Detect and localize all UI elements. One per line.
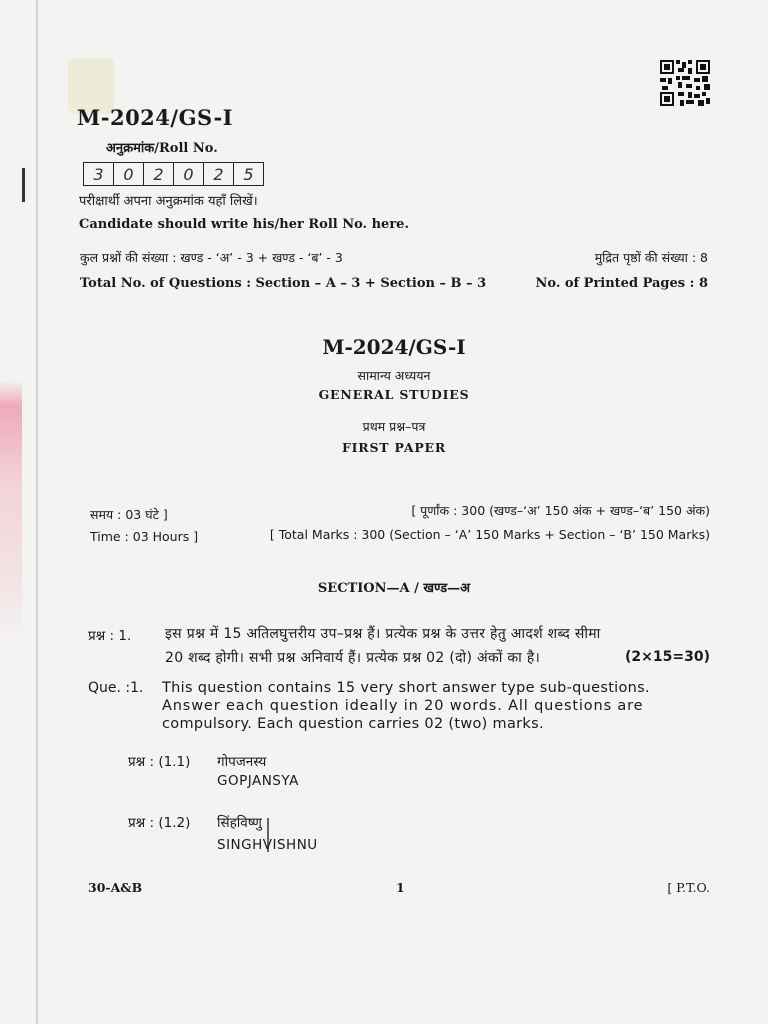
time-hindi: समय : 03 घंटे ] [90, 507, 168, 522]
scan-edge-line [36, 0, 38, 1024]
roll-digit: 5 [243, 164, 254, 184]
time-english: Time : 03 Hours ] [90, 529, 199, 544]
roll-number-box [83, 162, 264, 186]
question-text-hindi: 20 शब्द होगी। सभी प्रश्न अनिवार्य हैं। प्रत्येक प्रश्न 02 (दो) अंकों का है। [165, 650, 541, 666]
sub-question-label: प्रश्न : (1.1) [128, 754, 191, 770]
section-heading: SECTION—A / खण्ड—अ [317, 581, 471, 596]
qr-code-icon [660, 60, 710, 106]
paper-name-english: FIRST PAPER [341, 440, 447, 455]
question-count-hindi: कुल प्रश्नों की संख्या : खण्ड - ‘अ’ - 3 + खण्ड - ‘ब’ - 3 [80, 250, 343, 265]
footer-code: 30-A&B [88, 880, 143, 895]
paper-code-title: M-2024/GS-I [322, 335, 466, 359]
page-number: 1 [396, 880, 405, 895]
paper-code-header: M-2024/GS-I [77, 105, 233, 130]
pto-note: [ P.T.O. [667, 880, 710, 895]
subject-english: GENERAL STUDIES [318, 387, 470, 402]
sub-question-hindi: सिंहविष्णु [217, 815, 262, 831]
roll-digit: 2 [144, 163, 174, 185]
sub-question-english: SINGHVISHNU [217, 837, 318, 853]
sub-question-hindi: गोपजनस्य [217, 754, 267, 770]
page-count-hindi: मुद्रित पृष्ठों की संख्या : 8 [594, 250, 708, 265]
roll-digit: 2 [204, 163, 234, 185]
marks-english: [ Total Marks : 300 (Section – ‘A’ 150 Marks + Section – ‘B’ 150 Marks) [269, 527, 710, 542]
question-text-english: compulsory. Each question carries 02 (two) marks. [162, 716, 544, 732]
subject-hindi: सामान्य अध्ययन [357, 368, 431, 383]
roll-digit: 0 [174, 163, 204, 185]
paper-name-hindi: प्रथम प्रश्न–पत्र [362, 419, 426, 434]
scan-edge-mark [22, 168, 25, 202]
roll-instruction-english: Candidate should write his/her Roll No. here. [79, 217, 409, 232]
question-count-english: Total No. of Questions : Section – A – 3 + Section – B – 3 [80, 276, 487, 291]
roll-number-label: अनुक्रमांक/Roll No. [106, 141, 218, 156]
question-label-english: Que. :1. [88, 680, 144, 696]
question-text-english: This question contains 15 very short answer type sub-questions. [162, 680, 650, 696]
sub-question-label: प्रश्न : (1.2) [128, 815, 191, 831]
question-label-hindi: प्रश्न : 1. [88, 628, 132, 644]
question-text-english: Answer each question ideally in 20 words. All questions are [162, 698, 644, 714]
marks-hindi: [ पूर्णांक : 300 (खण्ड–‘अ’ 150 अंक + खण्ड–‘ब’ 150 अंक) [411, 503, 710, 518]
question-marks: (2×15=30) [625, 649, 710, 665]
roll-digit: 0 [114, 163, 144, 185]
page-count-english: No. of Printed Pages : 8 [535, 276, 708, 291]
question-text-hindi: इस प्रश्न में 15 अतिलघुत्तरीय उप–प्रश्न हैं। प्रत्येक प्रश्न के उत्तर हेतु आदर्श शब्द सीमा [165, 626, 601, 642]
roll-digit: 3 [84, 163, 114, 185]
roll-instruction-hindi: परीक्षार्थी अपना अनुक्रमांक यहाँ लिखें। [79, 194, 258, 209]
sub-question-english: GOPJANSYA [217, 773, 299, 789]
